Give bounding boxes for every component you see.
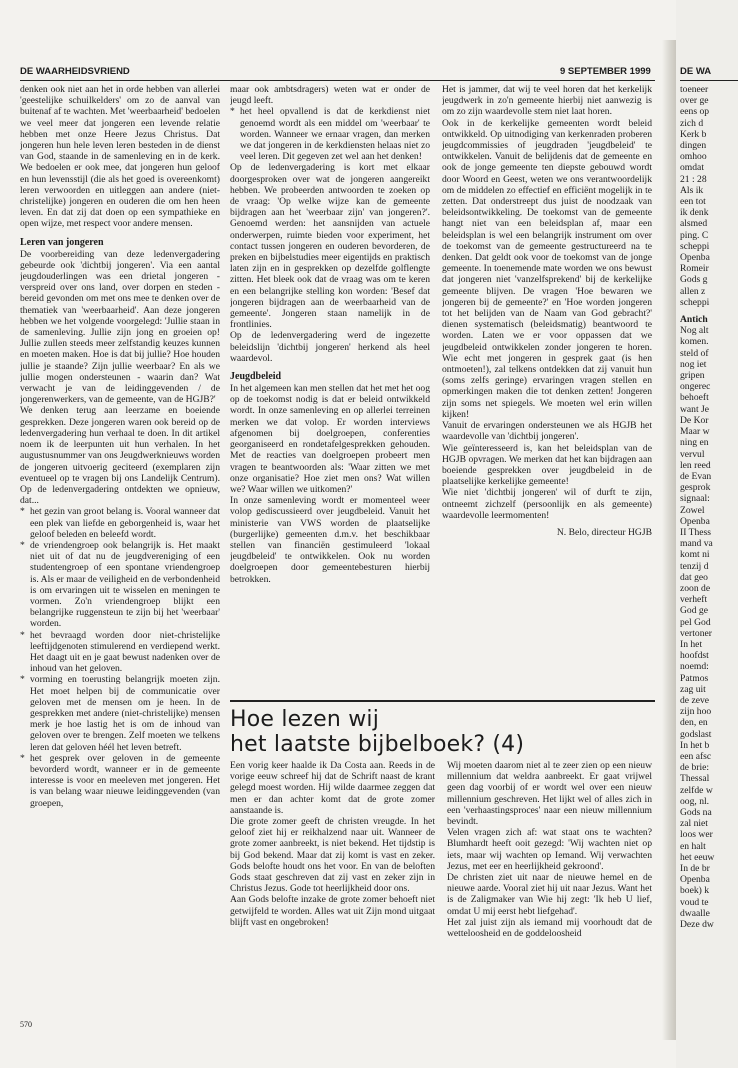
adjacent-header-rule xyxy=(680,80,738,81)
text-fragment: In het b xyxy=(680,739,710,751)
text-fragment: Openba xyxy=(680,515,710,527)
list-item: * het bevraagd worden door niet-christelijke leeftijdgenoten stimulerend en verdiepend werkt. Het daagt uit en je gaat bewust nadenken over de inhoud van het geloven. xyxy=(30,630,220,675)
text-fragment: de brie: xyxy=(680,762,710,774)
text-fragment: zelfde w xyxy=(680,784,713,796)
text-fragment: omhoo xyxy=(680,151,707,163)
header-rule xyxy=(20,80,655,81)
article2-title xyxy=(230,707,650,757)
text-fragment: zal niet xyxy=(680,818,708,830)
paragraph: Wij moeten daarom niet al te zeer zien op een nieuw millennium dat weldra aanbreekt. Er gaat vrijwel geen dag voorbij of er wordt wel over een nieuw millennium geschreven. Het lijkt wel of alles zich in een 'verhaastingsproces' naar een nieuw millennium bevindt. xyxy=(447,760,652,828)
text-fragment: behoeft xyxy=(680,392,709,404)
text-fragment: omdat xyxy=(680,162,704,174)
text-fragment: over ge xyxy=(680,95,709,107)
text-fragment: scheppi xyxy=(680,296,710,308)
text-fragment: len reed xyxy=(680,459,711,471)
text-fragment: noemd: xyxy=(680,661,709,673)
text-fragment: Als ik xyxy=(680,184,704,196)
text-fragment: Kerk b xyxy=(680,128,707,140)
paragraph: De voorbereiding van deze ledenvergadering gebeurde ook 'dichtbij jongeren'. Via een aantal jeugdouderlingen was een drietal jongeren - verspreid over ons land, over dorpen en steden - bereid gevonden om met ons mee te denken over de thematiek van 'weerbaarheid'. Aan deze jongeren hebben we het volgende voorgelegd: 'Jullie staan in de samenleving. Jullie zijn jong en groeien op! Jullie zullen steeds meer zelfstandig keuzes kunnen en moeten maken. Hoe is dat bij jullie? Hoe houden jullie je staande? Zijn jullie weerbaar? En als we jullie mogen ondersteunen - waarin dan? Wat verwacht je van de leidinggevenden / de jongerenwerkers, van de gemeente, van de HGJB?' xyxy=(20,248,220,406)
list-item: * het heel opvallend is dat de kerkdienst niet genoemd wordt als een middel om 'weerbaar' te worden. Wanneer we ernaar vragen, dan merken we dat jongeren in de kerkdiensten helaas niet zo veel leren. Dit gegeven zet wel aan het denken! xyxy=(240,106,430,162)
text-fragment: gripen xyxy=(680,370,705,382)
adjacent-page-text xyxy=(680,84,738,930)
subheading: Jeugdbeleid xyxy=(230,371,282,383)
text-fragment: 21 : 28 xyxy=(680,173,707,185)
text-fragment: nog iet xyxy=(680,358,707,370)
text-fragment: den, en xyxy=(680,717,708,729)
text-fragment: pel God xyxy=(680,616,711,628)
text-fragment: alsmed xyxy=(680,218,708,230)
text-fragment: voud te xyxy=(680,896,709,908)
text-fragment: zijn hoo xyxy=(680,706,712,718)
paragraph: Vanuit de ervaringen ondersteunen we als HGJB het waardevolle van 'dichtbij jongeren'. xyxy=(442,420,652,443)
text-fragment: boek) k xyxy=(680,885,710,897)
text-fragment: De Kor xyxy=(680,414,709,426)
paragraph: Ook in de kerkelijke gemeenten wordt beleid ontwikkeld. Op uitnodiging van kerkenraden proberen jeugdcommissies of jeugdraden 'jeugdbeleid' te ontwikkelen. Vanuit de belijdenis dat de gemeente en ook de jonge gemeente ten diepste gebouwd wordt door Woord en Geest, weten we ons verantwoordelijk om de middelen zo effectief en efficiënt mogelijk in te zetten. Dat onderstreept dus juist de noodzaak van beleidsontwikkeling. De toekomst van de gemeente hangt niet van een beleidsplan af, maar een beleidsplan is wel een belangrijk instrument om over de toekomst van de gemeente gestructureerd na te denken. Dat geldt ook voor de toekomst van de jonge gemeente. In toenemende mate worden we ons bewust dat jongeren niet 'vanzelfsprekend' bij de kerkelijke gemeente blijven. De vragen 'Hoe bewaren we jongeren bij de gemeente?' en 'Hoe worden jongeren tot het belijden van de Naam van God gebracht?' dienen systematisch (beleidsmatig) beantwoord te worden. Laten we er voor oppassen dat we jeugdbeleid ontwikkelen zonder jongeren te horen. Wie echt met jongeren in gesprek gaat (is hen ontmoeten!), zal telkens ontdekken dat zij vanuit hun (soms zelfs geringe) ervaringen vragen stellen en opmerkingen maken die tot denken zetten! Jongeren zijn soms net spiegels. We moeten wel erin willen kijken! xyxy=(442,117,652,420)
text-fragment: steld of xyxy=(680,347,709,359)
publication-header: DE WAARHEIDSVRIEND xyxy=(20,66,130,77)
text-fragment: eens op xyxy=(680,106,710,118)
text-fragment: Nog alt xyxy=(680,325,709,337)
text-fragment: dat geo xyxy=(680,571,708,583)
text-fragment: gesprok xyxy=(680,482,711,494)
paragraph: Velen vragen zich af: wat staat ons te wachten? Blumhardt heeft ooit gezegd: 'Wij wachten niet op iets, maar wij wachten op Iemand. Wij verwachten Jezus, met eer en heerlijkheid gekroond'. xyxy=(447,827,652,872)
text-fragment: ongerec xyxy=(680,381,711,393)
text-fragment: zag uit xyxy=(680,683,706,695)
text-fragment: allen z xyxy=(680,285,706,297)
paragraph: Die grote zomer geeft de christen vreugde. In het geloof ziet hij er reikhalzend naar uit. Wanneer de grote zomer aanbreekt, is niet bekend. Het tijdstip is bij God bekend. Maar dat zij komt is vast en zeker. Gods belofte houdt ons het voor. En van de beloften Gods staat geschreven dat zij vast en zeker zijn in Christus Jezus. Gode tot heerlijkheid door ons. xyxy=(230,816,435,895)
text-fragment: Romeir xyxy=(680,263,709,275)
article1-column-1 xyxy=(20,84,220,1014)
text-fragment: mand va xyxy=(680,538,713,550)
text-fragment: zoon de xyxy=(680,582,711,594)
page-number: 570 xyxy=(20,1020,32,1029)
text-fragment: ning en xyxy=(680,437,709,449)
subheading: Leren van jongeren xyxy=(20,236,104,248)
text-fragment: Zowel xyxy=(680,504,705,516)
text-fragment: een afsc xyxy=(680,750,712,762)
paragraph: Het is jammer, dat wij te veel horen dat het kerkelijk jeugdwerk in zo'n gemeente hierbij niet aanwezig is om zo zijn waardevolle stem niet laat horen. xyxy=(442,84,652,118)
text-fragment: de zeve xyxy=(680,694,710,706)
paragraph: denken ook niet aan het in orde hebben van allerlei 'geestelijke schuilkelders' om zo de aanval van buitenaf af te wachten. Met 'weerbaarheid' bedoelen we veel meer dat jongeren een levende relatie hebben met onze Heere Jezus Christus. Dat jongeren hun hele leven leren besteden in de dienst van God, staande in de samenleving en in de kerk. We bedoelen er ook mee, dat jongeren hun geloof en hun levensstijl (die als het goed is overeenkomt) leren verwoorden en uitleggen aan andere (niet-christelijke) jongeren en ouderen die om hen heen leven. En dat zij dat doen op een sympathieke en open wijze, met respect voor andere mensen. xyxy=(20,84,220,230)
text-fragment: want Je xyxy=(680,403,710,415)
text-fragment: Gods na xyxy=(680,807,712,818)
adjacent-page-header: DE WA xyxy=(680,66,712,77)
paragraph: In onze samenleving wordt er momenteel weer volop gediscussieerd over jeugdbeleid. Vanuit het ministerie van VWS worden de plaatselijke (burgerlijke) gemeenten d.m.v. het beschikbaar stellen van financiën gestimuleerd 'lokaal jeugdbeleid' te ontwikkelen. Ook nu worden doelgroepen door gemeentebesturen hierbij betrokken. xyxy=(230,495,430,585)
text-fragment: tenzij d xyxy=(680,560,709,572)
text-fragment: scheppi xyxy=(680,240,710,252)
title-line: Hoe lezen wij xyxy=(230,707,380,732)
article2-column-2 xyxy=(447,760,652,1020)
paragraph: Een vorig keer haalde ik Da Costa aan. Reeds in de vorige eeuw schreef hij dat de Schrift naast de krant gelegd moest worden. Hij wilde daarmee zeggen dat men er dan achter komt dat de grote zomer aanstaande is. xyxy=(230,760,435,816)
article-divider xyxy=(230,700,655,702)
text-fragment: verheft xyxy=(680,594,708,606)
text-fragment: In het xyxy=(680,638,703,650)
list-item: * de vriendengroep ook belangrijk is. Het maakt niet uit of dat nu de jeugdvereniging of een studentengroep of een spontane vriendengroep is. Als er maar de veiligheid en de verbondenheid is om ervaringen uit te wisselen en meningen te vormen. Zo'n vriendengroep blijkt een belangrijke ruggensteun te zijn bij het 'weerbaar' worden. xyxy=(30,540,220,630)
text-fragment: en halt xyxy=(680,840,706,852)
text-fragment: Gods g xyxy=(680,274,708,286)
text-fragment: Patmos xyxy=(680,672,709,684)
text-fragment: vertoner xyxy=(680,627,712,639)
text-fragment: ping. C xyxy=(680,229,709,241)
paragraph: Het zal juist zijn als iemand mij voorhoudt dat de wetteloosheid en de goddeloosheid xyxy=(447,916,652,940)
text-fragment: komt ni xyxy=(680,549,710,561)
issue-date: 9 SEPTEMBER 1999 xyxy=(560,66,651,77)
text-fragment: godslast xyxy=(680,728,712,740)
paragraph: In het algemeen kan men stellen dat het met het oog op de toekomst nodig is dat er beleid ontwikkeld wordt. In onze samenleving en op allerlei terreinen merken we dat volop. Er worden interviews afgenomen bij doelgroepen, conferenties georganiseerd en rondetafelgesprekken gehouden. Met de reacties van doelgroepen probeert men vragen te beantwoorden als: 'Waar zitten we met onze organisatie? Hoe ziet men ons? Wat willen we? Waar willen we uitkomen?' xyxy=(230,383,430,495)
article1-column-3 xyxy=(442,84,652,696)
paragraph: Op de ledenvergadering is kort met elkaar doorgesproken over wat de jongeren aangereikt hebben. We probeerden antwoorden te zoeken op de vraag: 'Op welke wijze kan de gemeente bijdragen aan het 'weerbaar zijn' van jongeren?'. Genoemd werden: het aansnijden van actuele onderwerpen, ruimte bieden voor experiment, het contact tussen jongeren en ouderen bevorderen, de preken en bijbelstudies meer eigentijds en praktisch laten zijn en in gesprekken op dezelfde golflengte zitten. Het bleek ook dat de vraag was om te keren en een belangrijke stelling kon worden: 'Besef dat jongeren bijdragen aan de weerbaarheid van de gemeente'. Jongeren staan namelijk in de frontlinies. xyxy=(230,162,430,331)
text-fragment: Openba xyxy=(680,874,710,886)
paragraph: Wie niet 'dichtbij jongeren' wil of durft te zijn, ontneemt zichzelf (persoonlijk en als gemeente) waardevolle leermomenten! xyxy=(442,487,652,521)
bullet-list xyxy=(20,506,220,808)
text-fragment: hoofdst xyxy=(680,650,709,662)
text-fragment: dingen xyxy=(680,140,707,152)
author-signature: N. Belo, directeur HGJB xyxy=(556,526,652,538)
text-fragment: signaal: xyxy=(680,493,710,505)
text-fragment: oog, nl. xyxy=(680,795,710,807)
text-fragment: de Evan xyxy=(680,470,712,482)
article1-column-2 xyxy=(230,84,430,696)
title-line: het laatste bijbelboek? (4) xyxy=(230,732,525,757)
text-fragment: dwaalle xyxy=(680,907,710,919)
text-fragment: God ge xyxy=(680,605,708,617)
text-fragment: II Thess xyxy=(680,526,711,538)
text-fragment: zich d xyxy=(680,117,704,129)
text-fragment: Thessal xyxy=(680,773,710,785)
paragraph: Aan Gods belofte inzake de grote zomer behoeft niet getwijfeld te worden. Alles wat uit Zijn mond uitgaat blijft vast en ongebroken! xyxy=(230,894,435,928)
text-fragment: loos wer xyxy=(680,829,713,841)
text-fragment: vervul xyxy=(680,448,705,460)
text-fragment: het eeuw xyxy=(680,851,715,863)
text-fragment: toeneer xyxy=(680,84,709,95)
paragraph: Wie geïnteresseerd is, kan het beleidsplan van de HGJB opvragen. We merken dat het kan bijdragen aan boeiende gesprekken over jeugdbeleid in de plaatselijke kerkelijke gemeente! xyxy=(442,442,652,488)
list-item: * het gesprek over geloven in de gemeente bevorderd wordt, wanneer er in de gemeente interesse is voor en meeleven met jongeren. Het is van belang waar nieuwe leidinggevenden (van groepen, xyxy=(30,753,220,809)
list-item: * het gezin van groot belang is. Vooral wanneer dat een plek van liefde en geborgenheid is, waar het geloof beleden en beleefd wordt. xyxy=(30,506,220,540)
text-fragment: een tot xyxy=(680,196,706,208)
text-fragment: ik denk xyxy=(680,207,709,219)
article2-column-1 xyxy=(230,760,435,1020)
text-fragment: Openba xyxy=(680,252,710,264)
bullet-list xyxy=(230,106,430,162)
text-fragment: In de br xyxy=(680,863,710,875)
paragraph: maar ook ambtsdragers) weten wat er onder de jeugd leeft. xyxy=(230,84,430,107)
text-fragment: Deze dw xyxy=(680,919,714,931)
paragraph: De christen ziet uit naar de nieuwe hemel en de nieuwe aarde. Vooral ziet hij uit naar Jezus. Want het is de Zaligmaker van Wie hij zegt: 'Ik heb U lief, omdat U mij eerst hebt liefgehad'. xyxy=(447,872,652,917)
text-fragment: komen. xyxy=(680,336,709,348)
text-fragment: Maar w xyxy=(680,426,710,438)
paragraph: Op de ledenvergadering werd de ingezette beleidslijn 'dichtbij jongeren' herkend als heel waardevol. xyxy=(230,330,430,364)
list-item: * vorming en toerusting belangrijk moeten zijn. Het moet helpen bij de communicatie over geloven met de mensen om je heen. In de gesprekken met andere (niet-christelijke) mensen merk je hoe lastig het is om de inhoud van geloven over te brengen. Zelf moeten we telkens leren dat geloven héél het leven betreft. xyxy=(30,674,220,752)
text-fragment: Antich xyxy=(680,314,708,326)
paragraph: We denken terug aan leerzame en boeiende gesprekken. Deze jongeren waren ook bereid op de ledenvergadering hun verhaal te doen. In dit artikel noem ik de leerpunten uit hun verhalen. In het augustusnummer van ons Jeugdwerknieuws worden de jongeren uitvoerig geciteerd (exemplaren zijn eventueel op te vragen bij ons Landelijk Centrum). Op de ledenvergadering ontdekten we opnieuw, dat... xyxy=(20,405,220,507)
adjacent-page-edge xyxy=(676,0,738,1068)
book-gutter xyxy=(662,40,676,1040)
